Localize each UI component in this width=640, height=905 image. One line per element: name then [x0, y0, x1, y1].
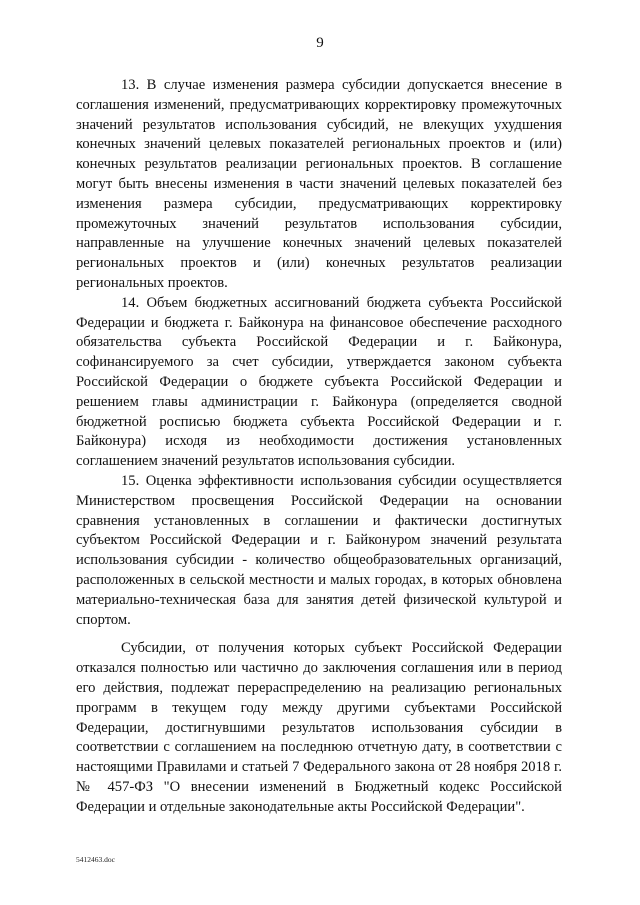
page-number: 9	[316, 35, 324, 51]
paragraph-15: 15. Оценка эффективности использования субсидии осуществляется Министерством просвещения Российской Федерации на основании сравнения установленных в соглашении и фактически достигнутых субъектом Российской Федерации и г. Байконуром значений результата использования субсидии - количество общеобразовательных организаций, расположенных в сельской местности и малых городах, в которых обновлена материально-техническая база для занятия детей физической культурой и спортом.	[76, 472, 562, 628]
paragraph-subsidy-redistribution: Субсидии, от получения которых субъект Российской Федерации отказался полностью или частично до заключения соглашения или в период его действия, подлежат перераспределению на реализацию региональных программ в текущем году между другими субъектами Российской Федерации, достигнувшими результатов использования субсидии в соответствии с соглашением на последнюю отчетную дату, в соответствии с настоящими Правилами и статьей 7 Федерального закона от 28 ноября 2018 г. № 457-ФЗ "О внесении изменений в Бюджетный кодекс Российской Федерации и отдельные законодательные акты Российской Федерации".	[76, 640, 562, 815]
paragraph-13: 13. В случае изменения размера субсидии допускается внесение в соглашения изменений, предусматривающих корректировку промежуточных значений результатов использования субсидий, не влекущих ухудшения конечных значений целевых показателей региональных проектов и (или) конечных результатов реализации региональных проектов. В соглашение могут быть внесены изменения в части значений целевых показателей без изменения размера субсидии, предусматривающих корректировку промежуточных значений результатов использования субсидии, направленные на улучшение конечных значений целевых показателей региональных проектов и (или) конечных результатов реализации региональных проектов.	[76, 77, 562, 291]
footer-file-name: 5412463.doc	[76, 855, 115, 864]
document-body	[76, 76, 562, 817]
paragraph-14: 14. Объем бюджетных ассигнований бюджета субъекта Российской Федерации и бюджета г. Байконура на финансовое обеспечение расходного обязательства субъекта Российской Федерации и г. Байконура, софинансируемого за счет субсидии, утверждается законом субъекта Российской Федерации о бюджете субъекта Российской Федерации и решением главы администрации г. Байконура (определяется сводной бюджетной росписью бюджета субъекта Российской Федерации и г. Байконура) исходя из необходимости достижения установленных соглашением значений результатов использования субсидии.	[76, 294, 562, 470]
